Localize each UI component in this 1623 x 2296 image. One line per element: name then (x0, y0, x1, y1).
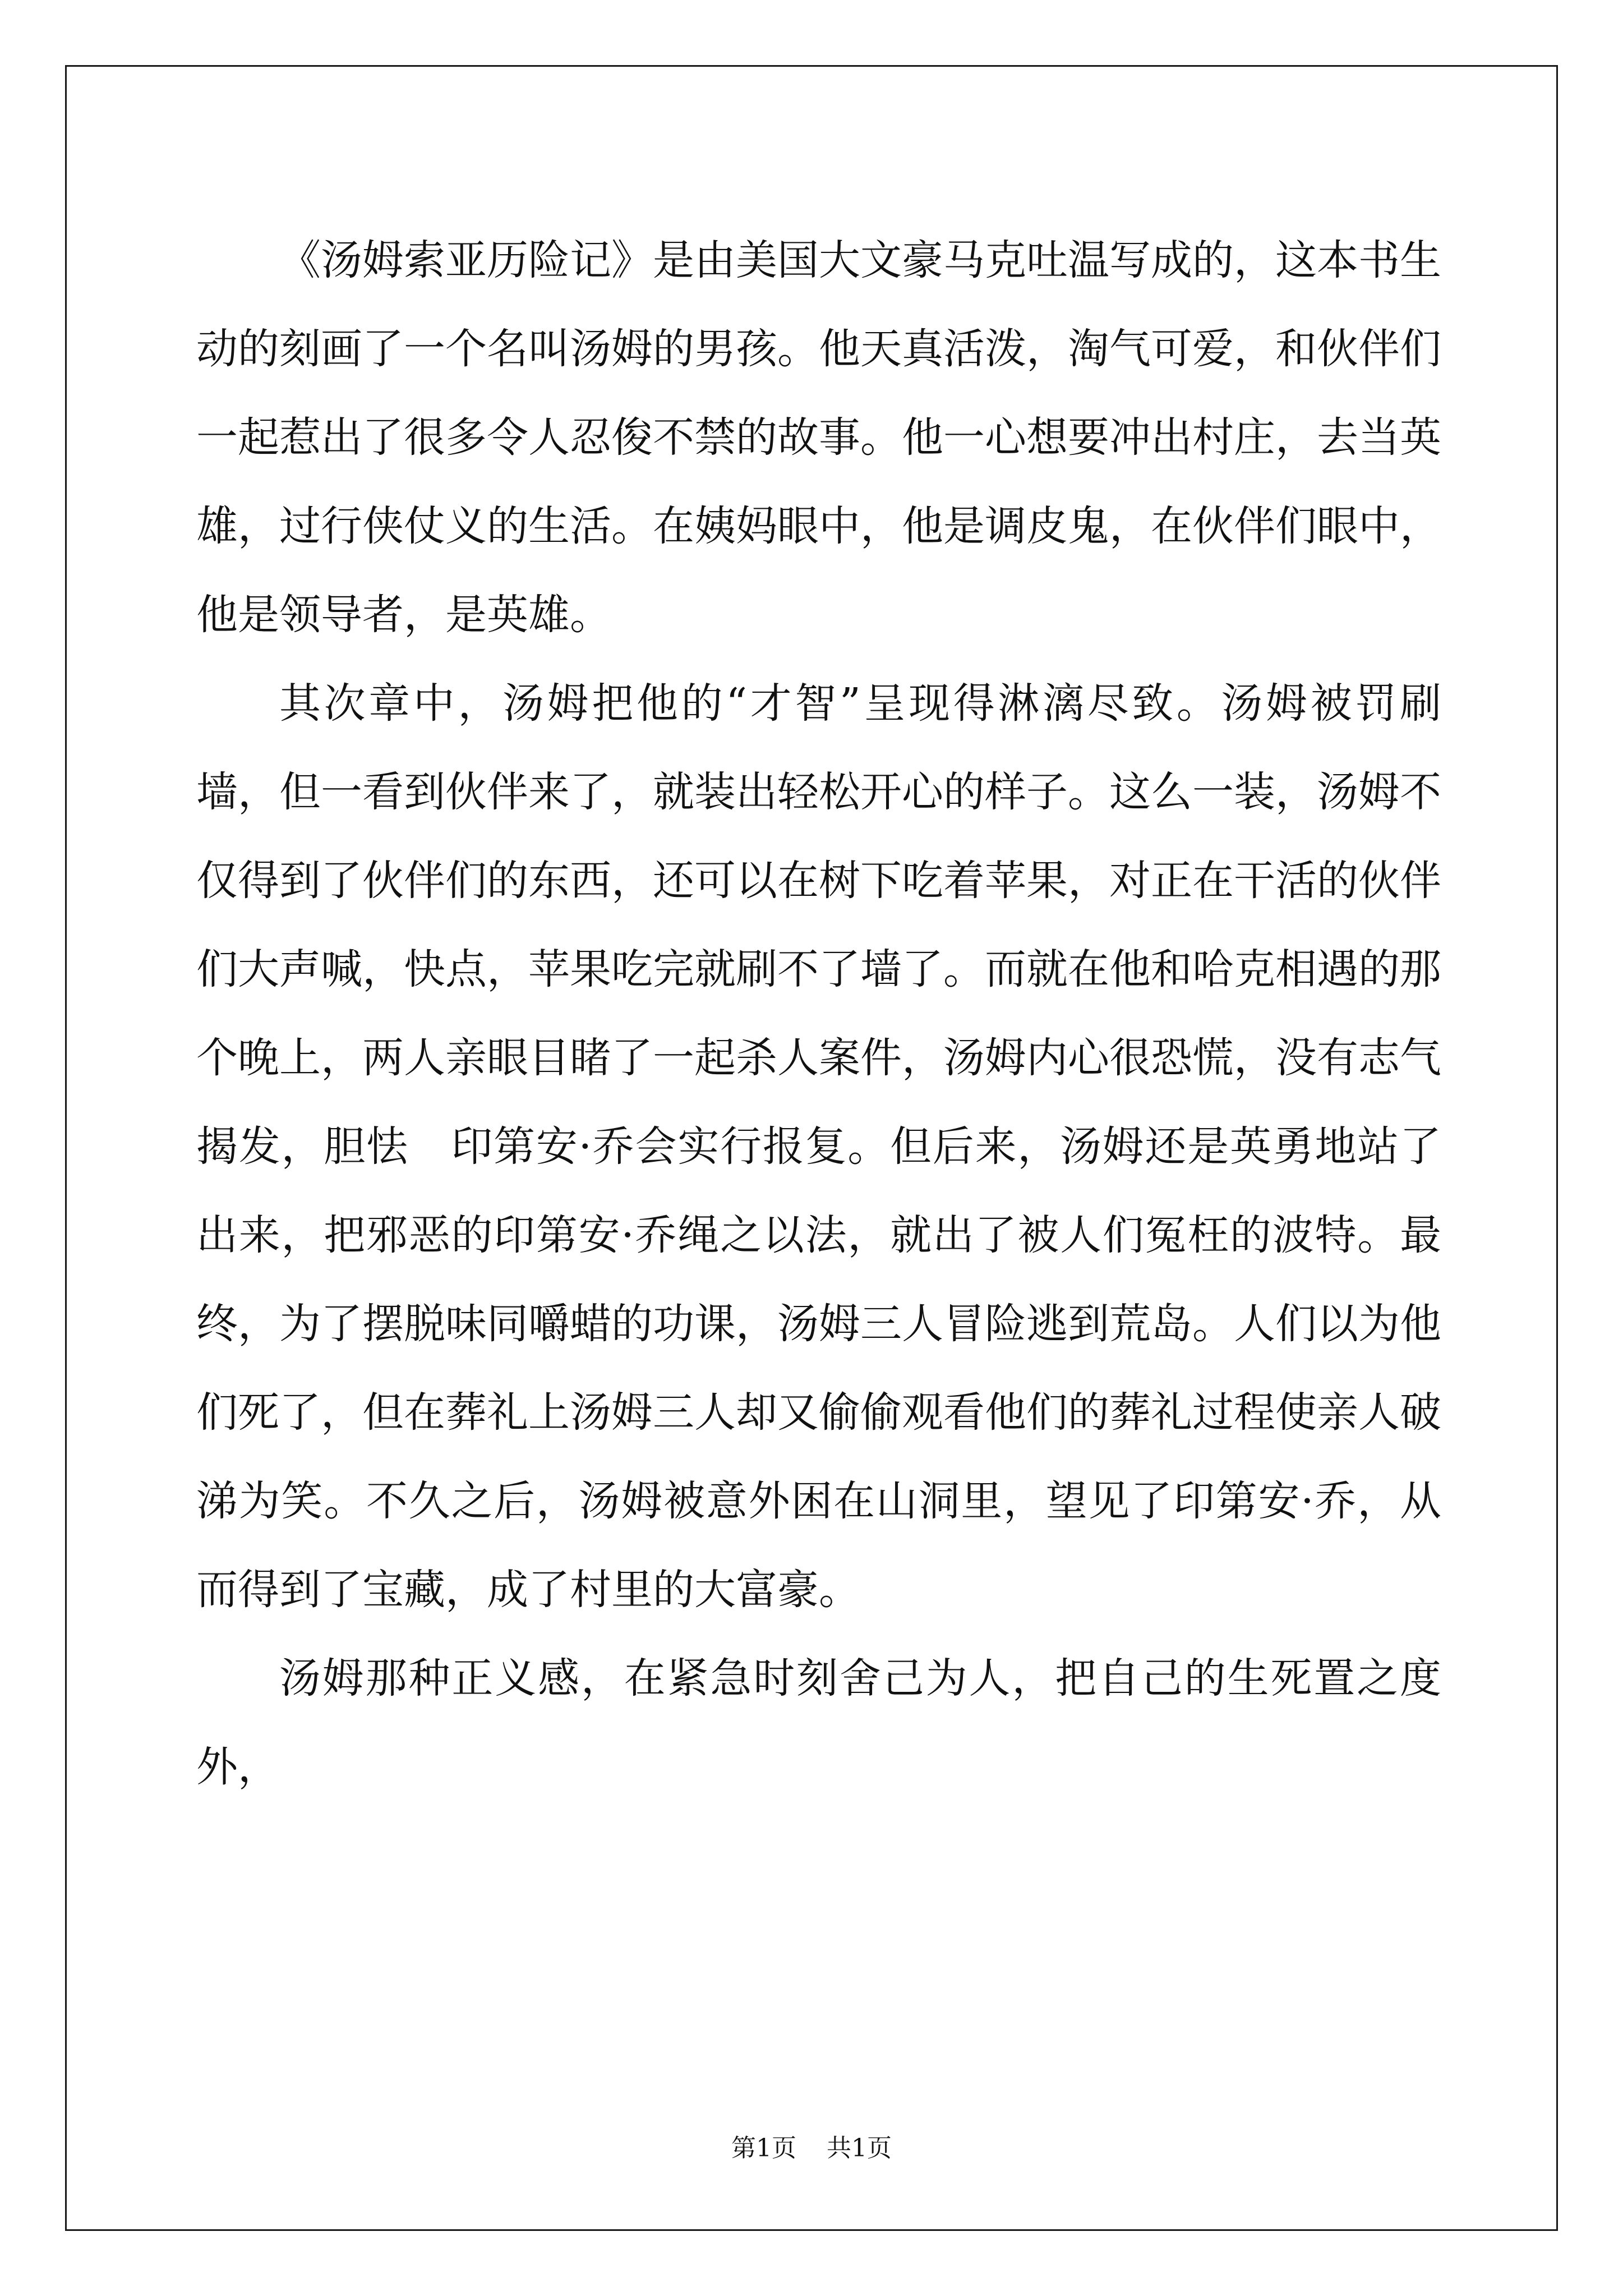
paragraph-1: 《汤姆索亚历险记》是由美国大文豪马克吐温写成的，这本书生动的刻画了一个名叫汤姆的男孩。他天真活泼，淘气可爱，和伙伴们一起惹出了很多令人忍俊不禁的故事。他一心想要冲出村庄，去当英雄，过行侠仗义的生活。在姨妈眼中，他是调皮鬼，在伙伴们眼中，他是领导者，是英雄。 (196, 236, 1441, 639)
paragraph-3: 汤姆那种正义感，在紧急时刻舍己为人，把自己的生死置之度外， (196, 1654, 1441, 1791)
page-footer (0, 2132, 1623, 2165)
page-number-current: 第1页 (731, 2134, 796, 2162)
page-number-total: 共1页 (827, 2134, 892, 2162)
paragraph-2: 其次章中，汤姆把他的“才智”呈现得淋漓尽致。汤姆被罚刷墙，但一看到伙伴来了，就装出轻松开心的样子。这么一装，汤姆不仅得到了伙伴们的东西，还可以在树下吃着苹果，对正在干活的伙伴们大声喊，快点，苹果吃完就刷不了墙了。而就在他和哈克相遇的那个晚上，两人亲眼目睹了一起杀人案件，汤姆内心很恐慌，没有志气揭发，胆怯 印第安·乔会实行报复。但后来，汤姆还是英勇地站了出来，把邪恶的印第安·乔绳之以法，就出了被人们冤枉的波特。最终，为了摆脱味同嚼蜡的功课，汤姆三人冒险逃到荒岛。人们以为他们死了，但在葬礼上汤姆三人却又偷偷观看他们的葬礼过程使亲人破涕为笑。不久之后，汤姆被意外困在山洞里，望见了印第安·乔，从而得到了宝藏，成了村里的大富豪。 (196, 679, 1441, 1614)
document-body (196, 216, 1441, 1811)
